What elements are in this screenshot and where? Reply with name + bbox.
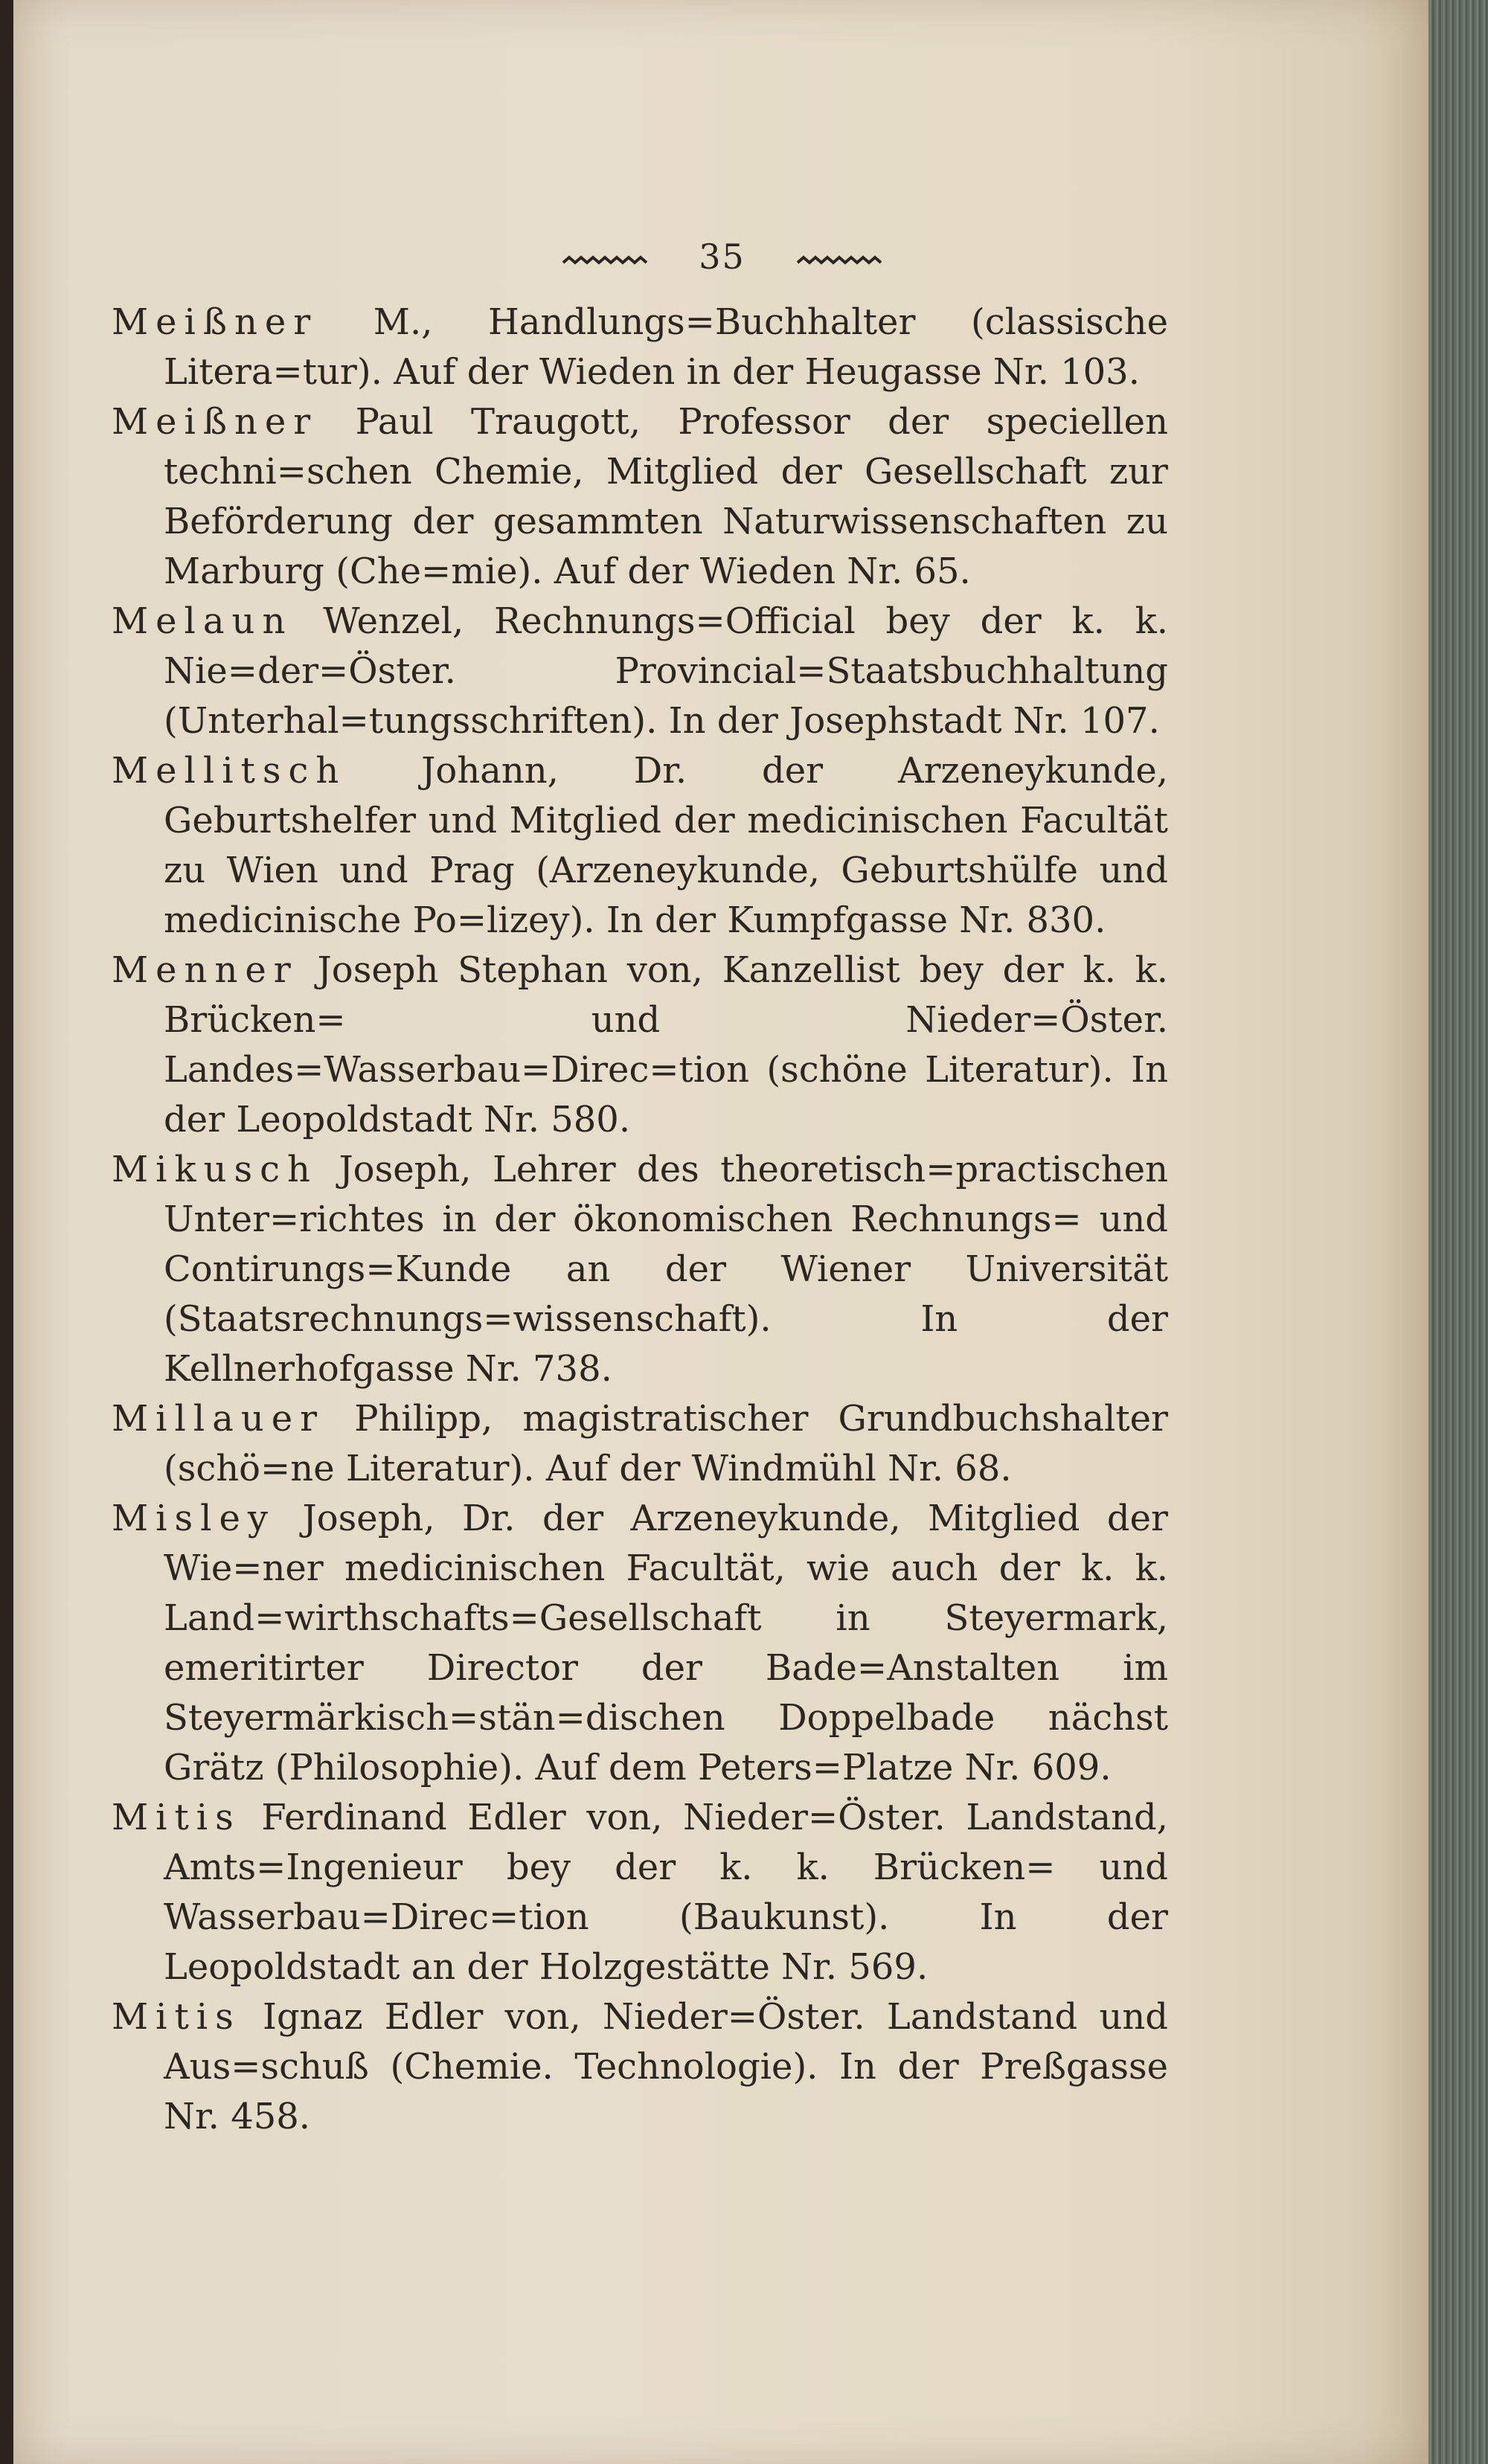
entry-text: Ferdinand Edler von, Nieder=Öster. Landstand, Amts=Ingenieur bey der k. k. Brücken= und Wasserbau=Direc=tion (Baukunst). In der Leopoldstadt an der Holzgestätte Nr. 569.: [164, 1797, 1168, 1988]
directory-entries: [112, 298, 1168, 2142]
entry-surname: Melaun: [112, 600, 293, 642]
entry-mitis-ferdinand: [112, 1793, 1168, 1992]
entry-surname: Mikusch: [112, 1149, 318, 1190]
entry-text: Joseph, Dr. der Arzeneykunde, Mitglied der Wie=ner medicinischen Facultät, wie auch der k. k. Land=wirthschafts=Gesellschaft in Steyermark, emeritirter Director der Bade=Anstalten im Steyermärkisch=stän=dischen Doppelbade nächst Grätz (Philosophie). Auf dem Peters=Platze Nr. 609.: [164, 1498, 1168, 1788]
entry-surname: Meißner: [112, 301, 318, 343]
book-fore-edge: [1428, 0, 1488, 2464]
page-paper: [13, 0, 1431, 2464]
entry-mitis-ignaz: [112, 1992, 1168, 2142]
entry-mellitsch-johann: [112, 746, 1168, 946]
entry-text: Johann, Dr. der Arzeneykunde, Geburtshelfer und Mitglied der medicinischen Facultät zu Wien und Prag (Arzeneykunde, Geburtshülfe und medicinische Po=lizey). In der Kumpfgasse Nr. 830.: [164, 750, 1168, 941]
entry-text: Joseph Stephan von, Kanzellist bey der k. k. Brücken= und Nieder=Öster. Landes=Wasserbau=Direc=tion (schöne Literatur). In der Leopoldstadt Nr. 580.: [164, 949, 1169, 1140]
entry-surname: Misley: [112, 1498, 276, 1539]
entry-surname: Mellitsch: [112, 750, 347, 792]
entry-text: Ignaz Edler von, Nieder=Öster. Landstand und Aus=schuß (Chemie. Technologie). In der Preßgasse Nr. 458.: [164, 1996, 1169, 2137]
entry-text: Philipp, magistratischer Grundbuchshalter (schö=ne Literatur). Auf der Windmühl Nr. 68.: [164, 1398, 1168, 1489]
entry-surname: Mitis: [112, 1996, 241, 2038]
entry-meissner-m: [112, 298, 1168, 397]
page-header: [13, 237, 1431, 277]
entry-meissner-paul-traugott: [112, 397, 1168, 597]
left-ornament-icon: [560, 253, 650, 266]
entry-mikusch-joseph: [112, 1145, 1168, 1394]
entry-surname: Mitis: [112, 1797, 241, 1838]
entry-text: Paul Traugott, Professor der speciellen techni=schen Chemie, Mitglied der Gesellschaft zur Beförderung der gesammten Naturwissenschaften zu Marburg (Che=mie). Auf der Wieden Nr. 65.: [164, 401, 1168, 592]
entry-text: Wenzel, Rechnungs=Official bey der k. k. Nie=der=Öster. Provincial=Staatsbuchhaltung (Unterhal=tungsschriften). In der Josephstadt Nr. 107.: [164, 600, 1168, 742]
right-ornament-icon: [795, 253, 884, 266]
entry-surname: Meißner: [112, 401, 318, 443]
entry-misley-joseph: [112, 1494, 1168, 1793]
entry-text: M., Handlungs=Buchhalter (classische Litera=tur). Auf der Wieden in der Heugasse Nr. 103.: [164, 301, 1168, 393]
entry-surname: Millauer: [112, 1398, 325, 1440]
left-page-edge: [0, 0, 13, 2464]
entry-millauer-philipp: [112, 1394, 1168, 1494]
entry-melaun-wenzel: [112, 597, 1168, 746]
page-number: 35: [699, 237, 745, 277]
entry-text: Joseph, Lehrer des theoretisch=practischen Unter=richtes in der ökonomischen Rechnungs= und Contirungs=Kunde an der Wiener Universität (Staatsrechnungs=wissenschaft). In der Kellnerhofgasse Nr. 738.: [164, 1149, 1168, 1390]
entry-menner-joseph-stephan: [112, 946, 1168, 1145]
entry-surname: Menner: [112, 949, 298, 991]
